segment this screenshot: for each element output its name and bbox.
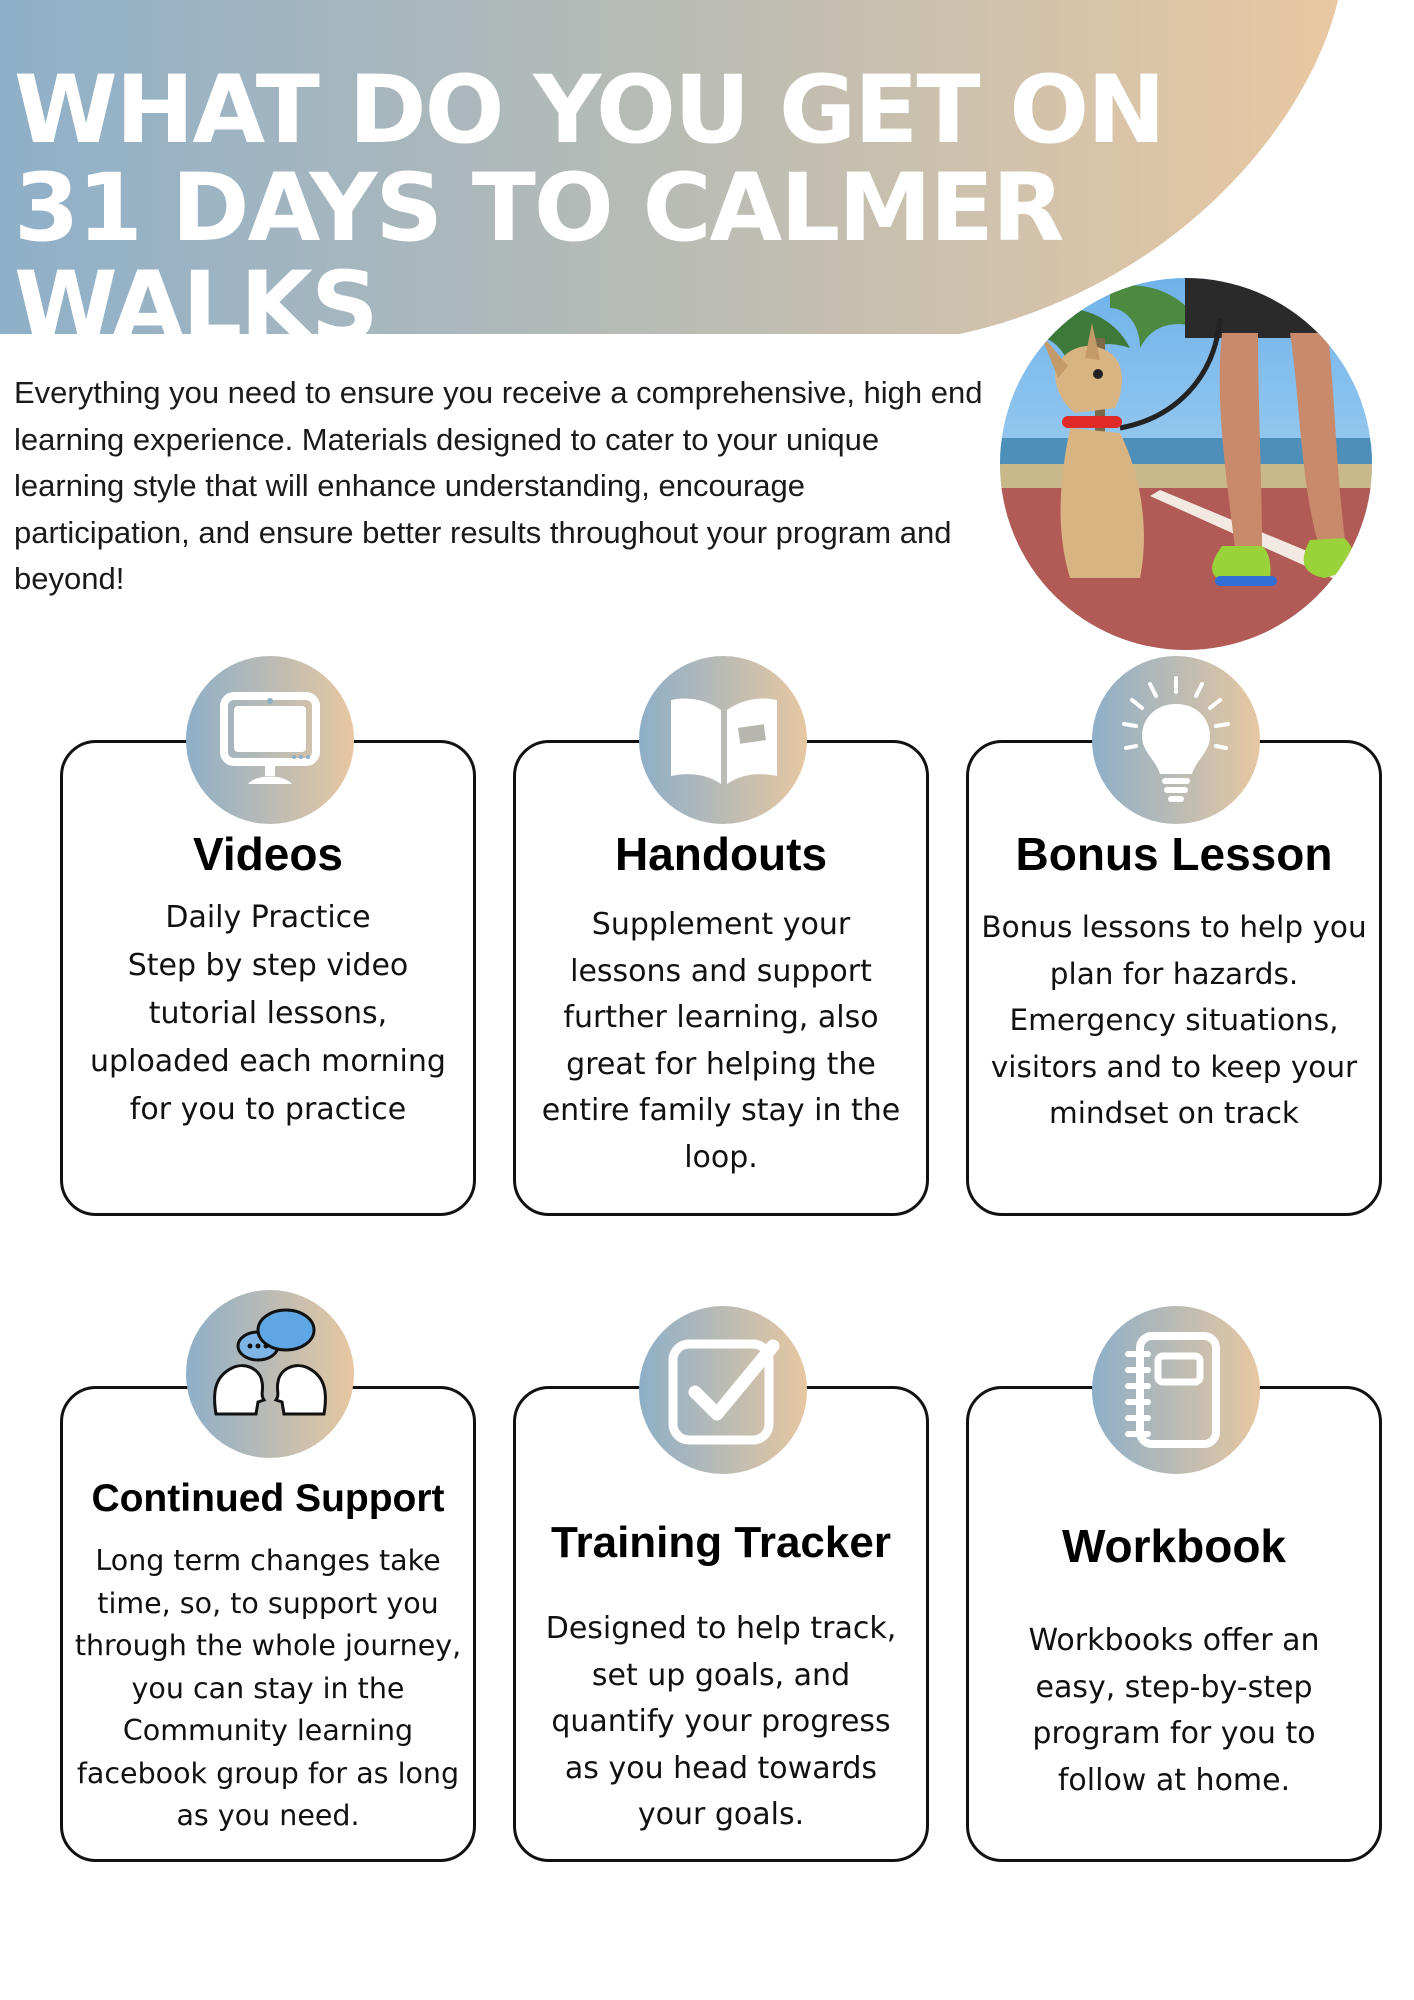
feature-title-workbook: Workbook [1061, 1520, 1287, 1572]
feature-title-handouts: Handouts [614, 828, 828, 880]
feature-text-training-tracker: Designed to help track, set up goals, and quantify your progress as you head towards your goals. [545, 1611, 897, 1832]
feature-text-handouts: Supplement your lessons and support further learning, also great for helping the entire family stay in the loop. [541, 907, 901, 1175]
feature-title-continued-support: Continued Support [91, 1477, 445, 1520]
notebook-icon [1092, 1306, 1260, 1474]
feature-text-continued-support: Long term changes take time, so, to support you through the whole journey, you can stay in the Community learning facebook group for as long as you need. [74, 1544, 462, 1832]
feature-badge-training-tracker [639, 1306, 807, 1474]
feature-text-videos: Daily Practice Step by step video tutorial lessons, uploaded each morning for you to practice [90, 900, 446, 1127]
feature-title-bonus-lesson: Bonus Lesson [1015, 828, 1333, 880]
intro-paragraph: Everything you need to ensure you receive a comprehensive, high end learning experience. Materials designed to cater to your unique learning style that will enhance understanding, encourage participation, and ensure better results throughout your program and beyond! [14, 375, 983, 596]
feature-title-videos: Videos [193, 828, 343, 880]
feature-badge-bonus-lesson [1092, 656, 1260, 824]
feature-badge-continued-support [186, 1290, 354, 1458]
checkbox-icon [639, 1306, 807, 1474]
feature-text-workbook: Workbooks offer an easy, step-by-step program for you to follow at home. [1028, 1623, 1320, 1798]
conversation-heads-icon [186, 1290, 354, 1458]
feature-badge-handouts [639, 656, 807, 824]
open-book-icon [639, 656, 807, 824]
feature-badge-videos [186, 656, 354, 824]
lightbulb-icon [1092, 656, 1260, 824]
feature-title-training-tracker: Training Tracker [551, 1518, 891, 1567]
monitor-icon [186, 656, 354, 824]
page-title: WHAT DO YOU GET ON 31 DAYS TO CALMER WALKS [14, 56, 1164, 361]
feature-badge-workbook [1092, 1306, 1260, 1474]
dog-and-walker-photo [1000, 278, 1372, 650]
feature-text-bonus-lesson: Bonus lessons to help you plan for hazards. Emergency situations, visitors and to keep your mindset on track [981, 910, 1367, 1130]
